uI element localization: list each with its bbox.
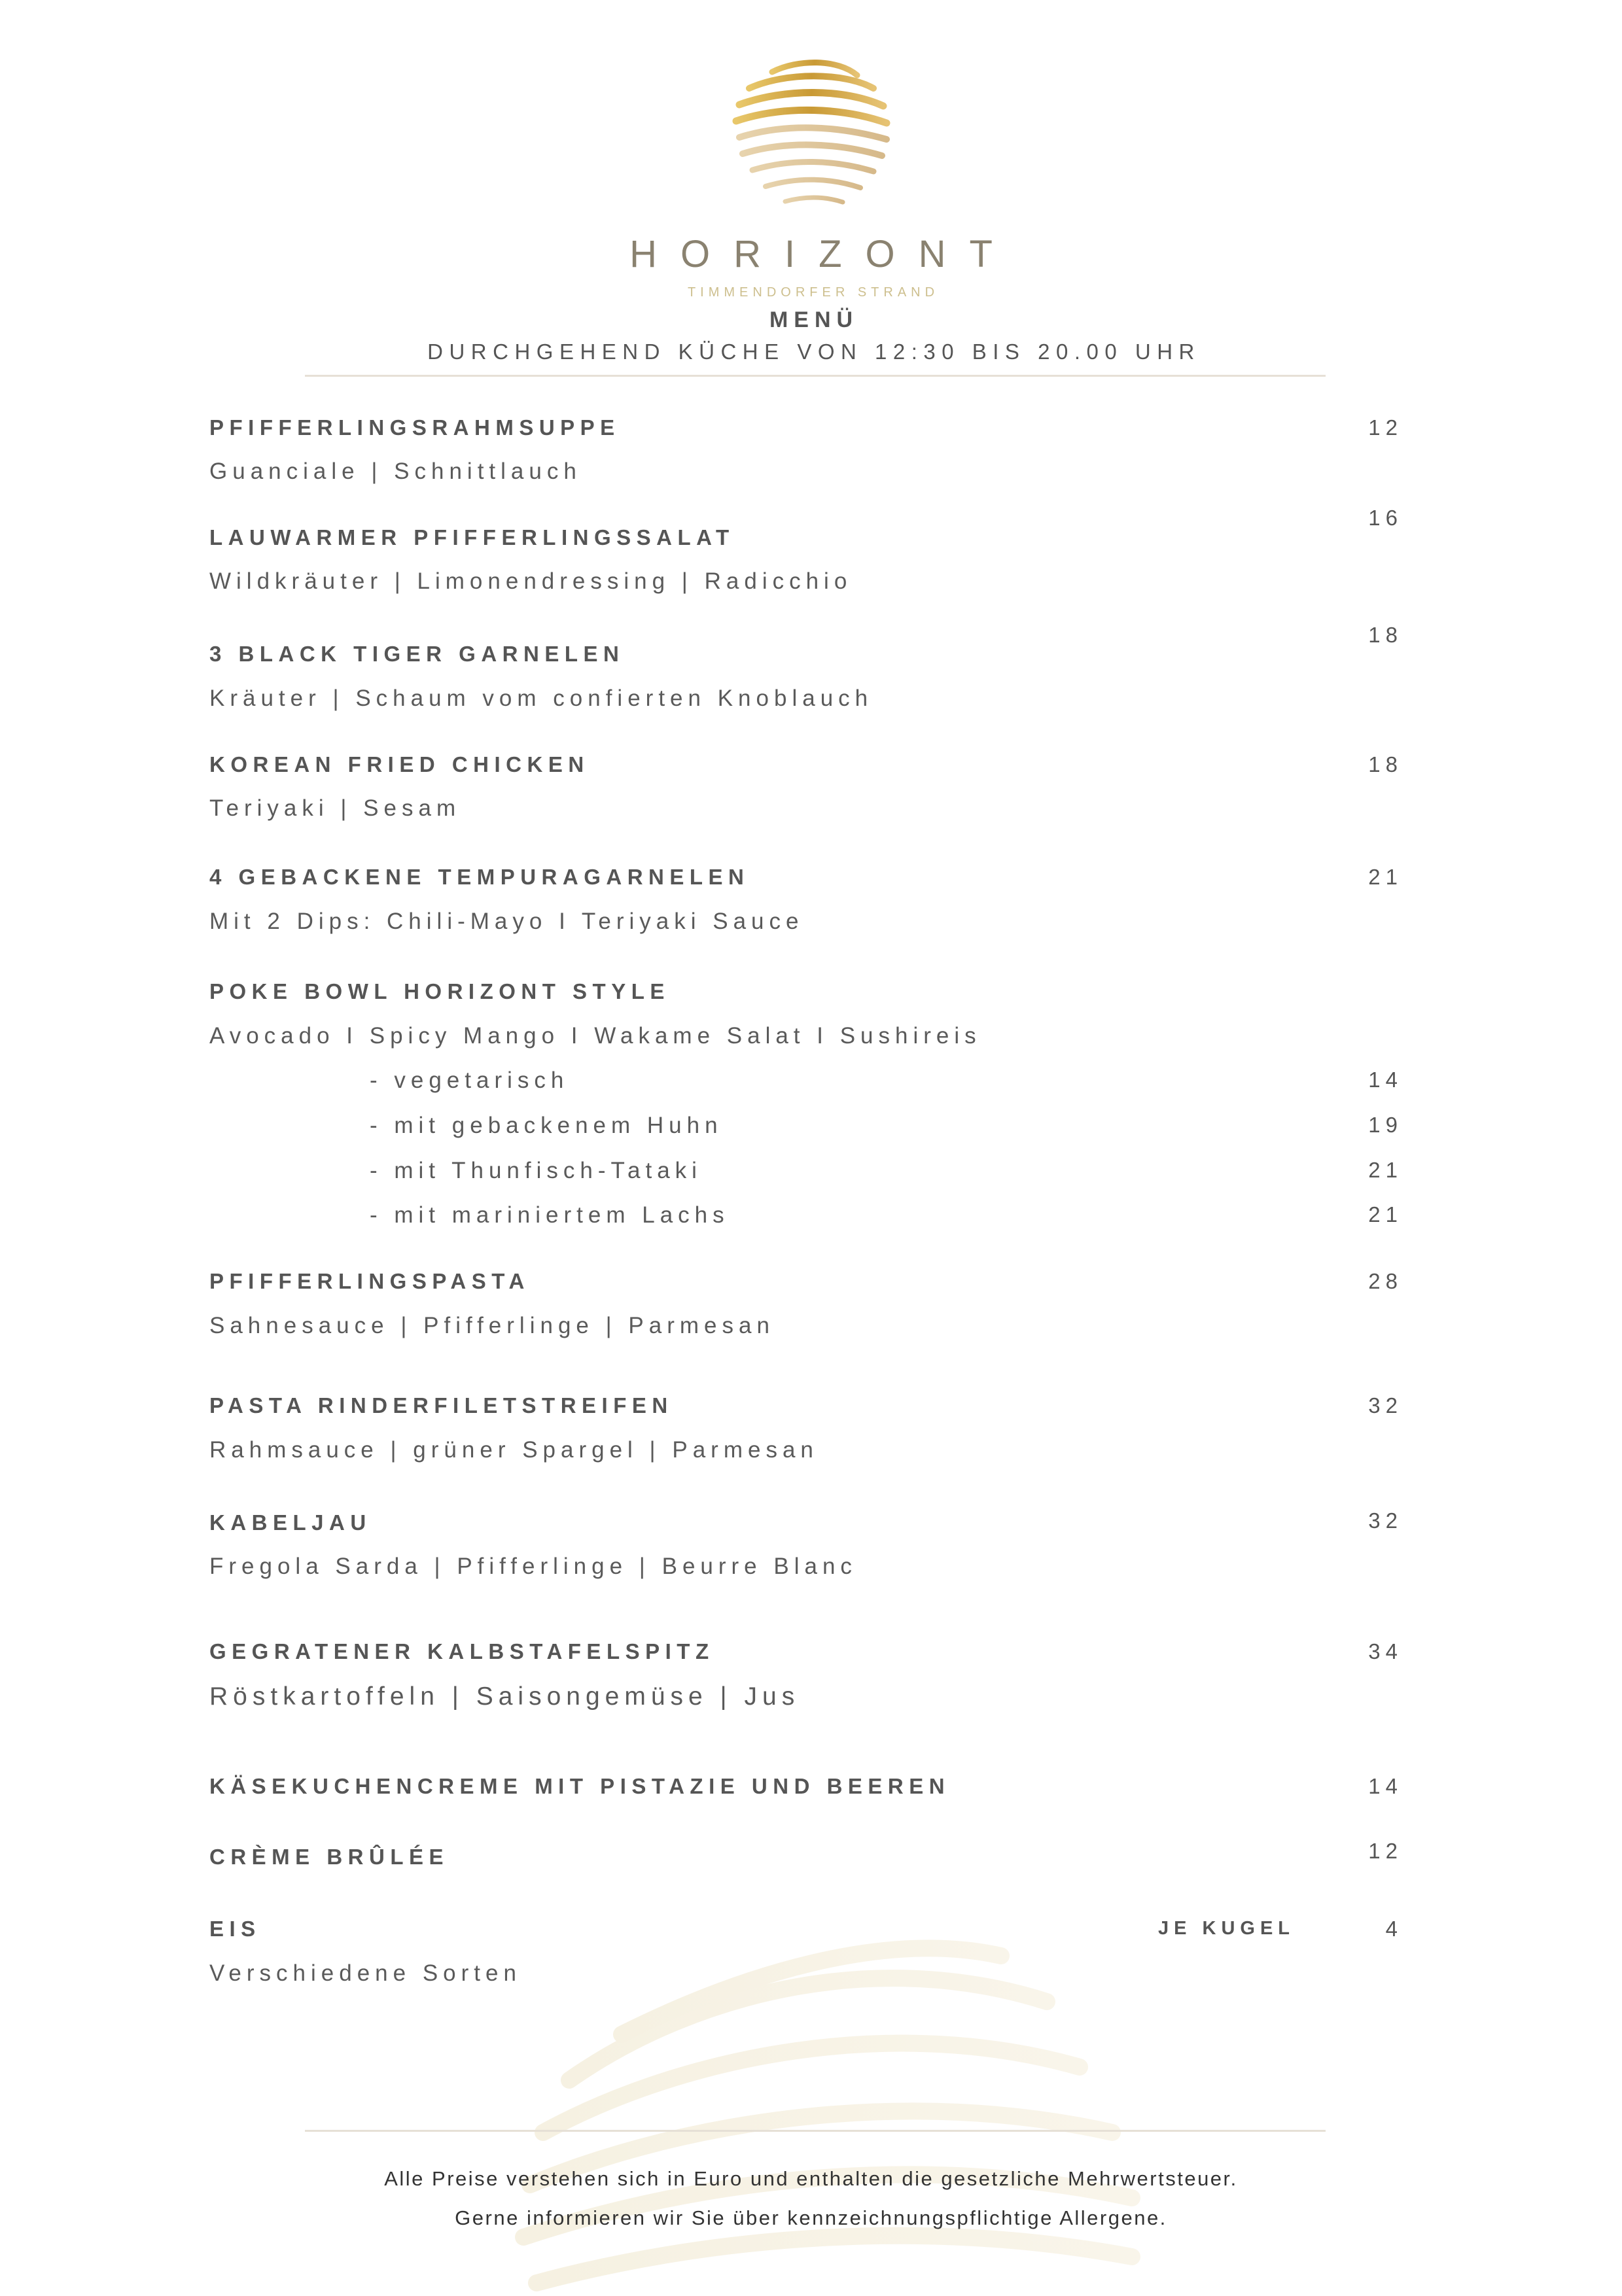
dish-price: 12 (1368, 415, 1403, 440)
dish-option: - mit Thunfisch-Tataki (370, 1158, 702, 1183)
horizont-logo-icon (726, 52, 896, 222)
dish-price: 32 (1368, 1393, 1403, 1418)
dish-price: 28 (1368, 1269, 1403, 1293)
brand-location: TIMMENDORFER STRAND (687, 285, 940, 300)
option-price: 21 (1368, 1202, 1403, 1226)
dish-price: 12 (1368, 1839, 1403, 1863)
option-price: 14 (1368, 1068, 1403, 1092)
dish-name: POKE BOWL HORIZONT STYLE (209, 979, 670, 1003)
kitchen-hours: DURCHGEHEND KÜCHE VON 12:30 BIS 20.00 UHR (427, 339, 1201, 364)
dish-option: - mit gebackenem Huhn (370, 1113, 723, 1138)
dish-price: 18 (1368, 623, 1403, 647)
page-title: MENÜ (769, 307, 859, 332)
dish-name: PASTA RINDERFILETSTREIFEN (209, 1393, 673, 1418)
dish-price: 21 (1368, 865, 1403, 889)
dish-price: 14 (1368, 1774, 1403, 1798)
dish-description: Guanciale | Schnittlauch (209, 459, 582, 484)
dish-name: EIS (209, 1917, 261, 1941)
wave-watermark (425, 1871, 1276, 2296)
dish-description: Mit 2 Dips: Chili-Mayo I Teriyaki Sauce (209, 909, 804, 934)
dish-price: 16 (1368, 506, 1403, 530)
dish-name: PFIFFERLINGSRAHMSUPPE (209, 415, 620, 440)
dish-name: GEGRATENER KALBSTAFELSPITZ (209, 1639, 714, 1663)
option-price: 21 (1368, 1158, 1403, 1182)
dish-name: CRÈME BRÛLÉE (209, 1845, 450, 1869)
dish-name: 4 GEBACKENE TEMPURAGARNELEN (209, 865, 750, 889)
dish-name: 3 BLACK TIGER GARNELEN (209, 642, 625, 666)
dish-option: - vegetarisch (370, 1068, 569, 1093)
dish-name: PFIFFERLINGSPASTA (209, 1269, 530, 1293)
dish-description: Rahmsauce | grüner Spargel | Parmesan (209, 1437, 819, 1463)
dish-name: KÄSEKUCHENCREME MIT PISTAZIE UND BEEREN (209, 1774, 951, 1798)
dish-description: Sahnesauce | Pfifferlinge | Parmesan (209, 1313, 775, 1338)
footer-divider (305, 2130, 1326, 2132)
allergen-note: Gerne informieren wir Sie über kennzeichnungspflichtige Allergene. (455, 2206, 1167, 2229)
dish-description: Wildkräuter | Limonendressing | Radicchio (209, 568, 853, 594)
dish-description: Fregola Sarda | Pfifferlinge | Beurre Blanc (209, 1554, 857, 1579)
dish-price: 34 (1368, 1639, 1403, 1663)
dish-name: LAUWARMER PFIFFERLINGSSALAT (209, 525, 735, 549)
dish-price: 4 (1385, 1917, 1403, 1941)
dish-description: Verschiedene Sorten (209, 1960, 521, 1986)
price-unit: JE KUGEL (1157, 1918, 1295, 1939)
dish-description: Avocado I Spicy Mango I Wakame Salat I Sushireis (209, 1023, 981, 1049)
dish-description: Kräuter | Schaum vom confierten Knoblauch (209, 686, 873, 711)
header-divider (305, 375, 1326, 377)
dish-description: Teriyaki | Sesam (209, 795, 461, 821)
option-price: 19 (1368, 1113, 1403, 1137)
dish-option: - mit mariniertem Lachs (370, 1202, 730, 1228)
dish-name: KOREAN FRIED CHICKEN (209, 752, 590, 776)
price-note: Alle Preise verstehen sich in Euro und enthalten die gesetzliche Mehrwertsteuer. (384, 2167, 1238, 2190)
dish-price: 18 (1368, 752, 1403, 776)
dish-name: KABELJAU (209, 1510, 372, 1535)
brand-name: HORIZONT (629, 233, 1016, 275)
dish-price: 32 (1368, 1508, 1403, 1533)
dish-description: Röstkartoffeln | Saisongemüse | Jus (209, 1682, 800, 1711)
